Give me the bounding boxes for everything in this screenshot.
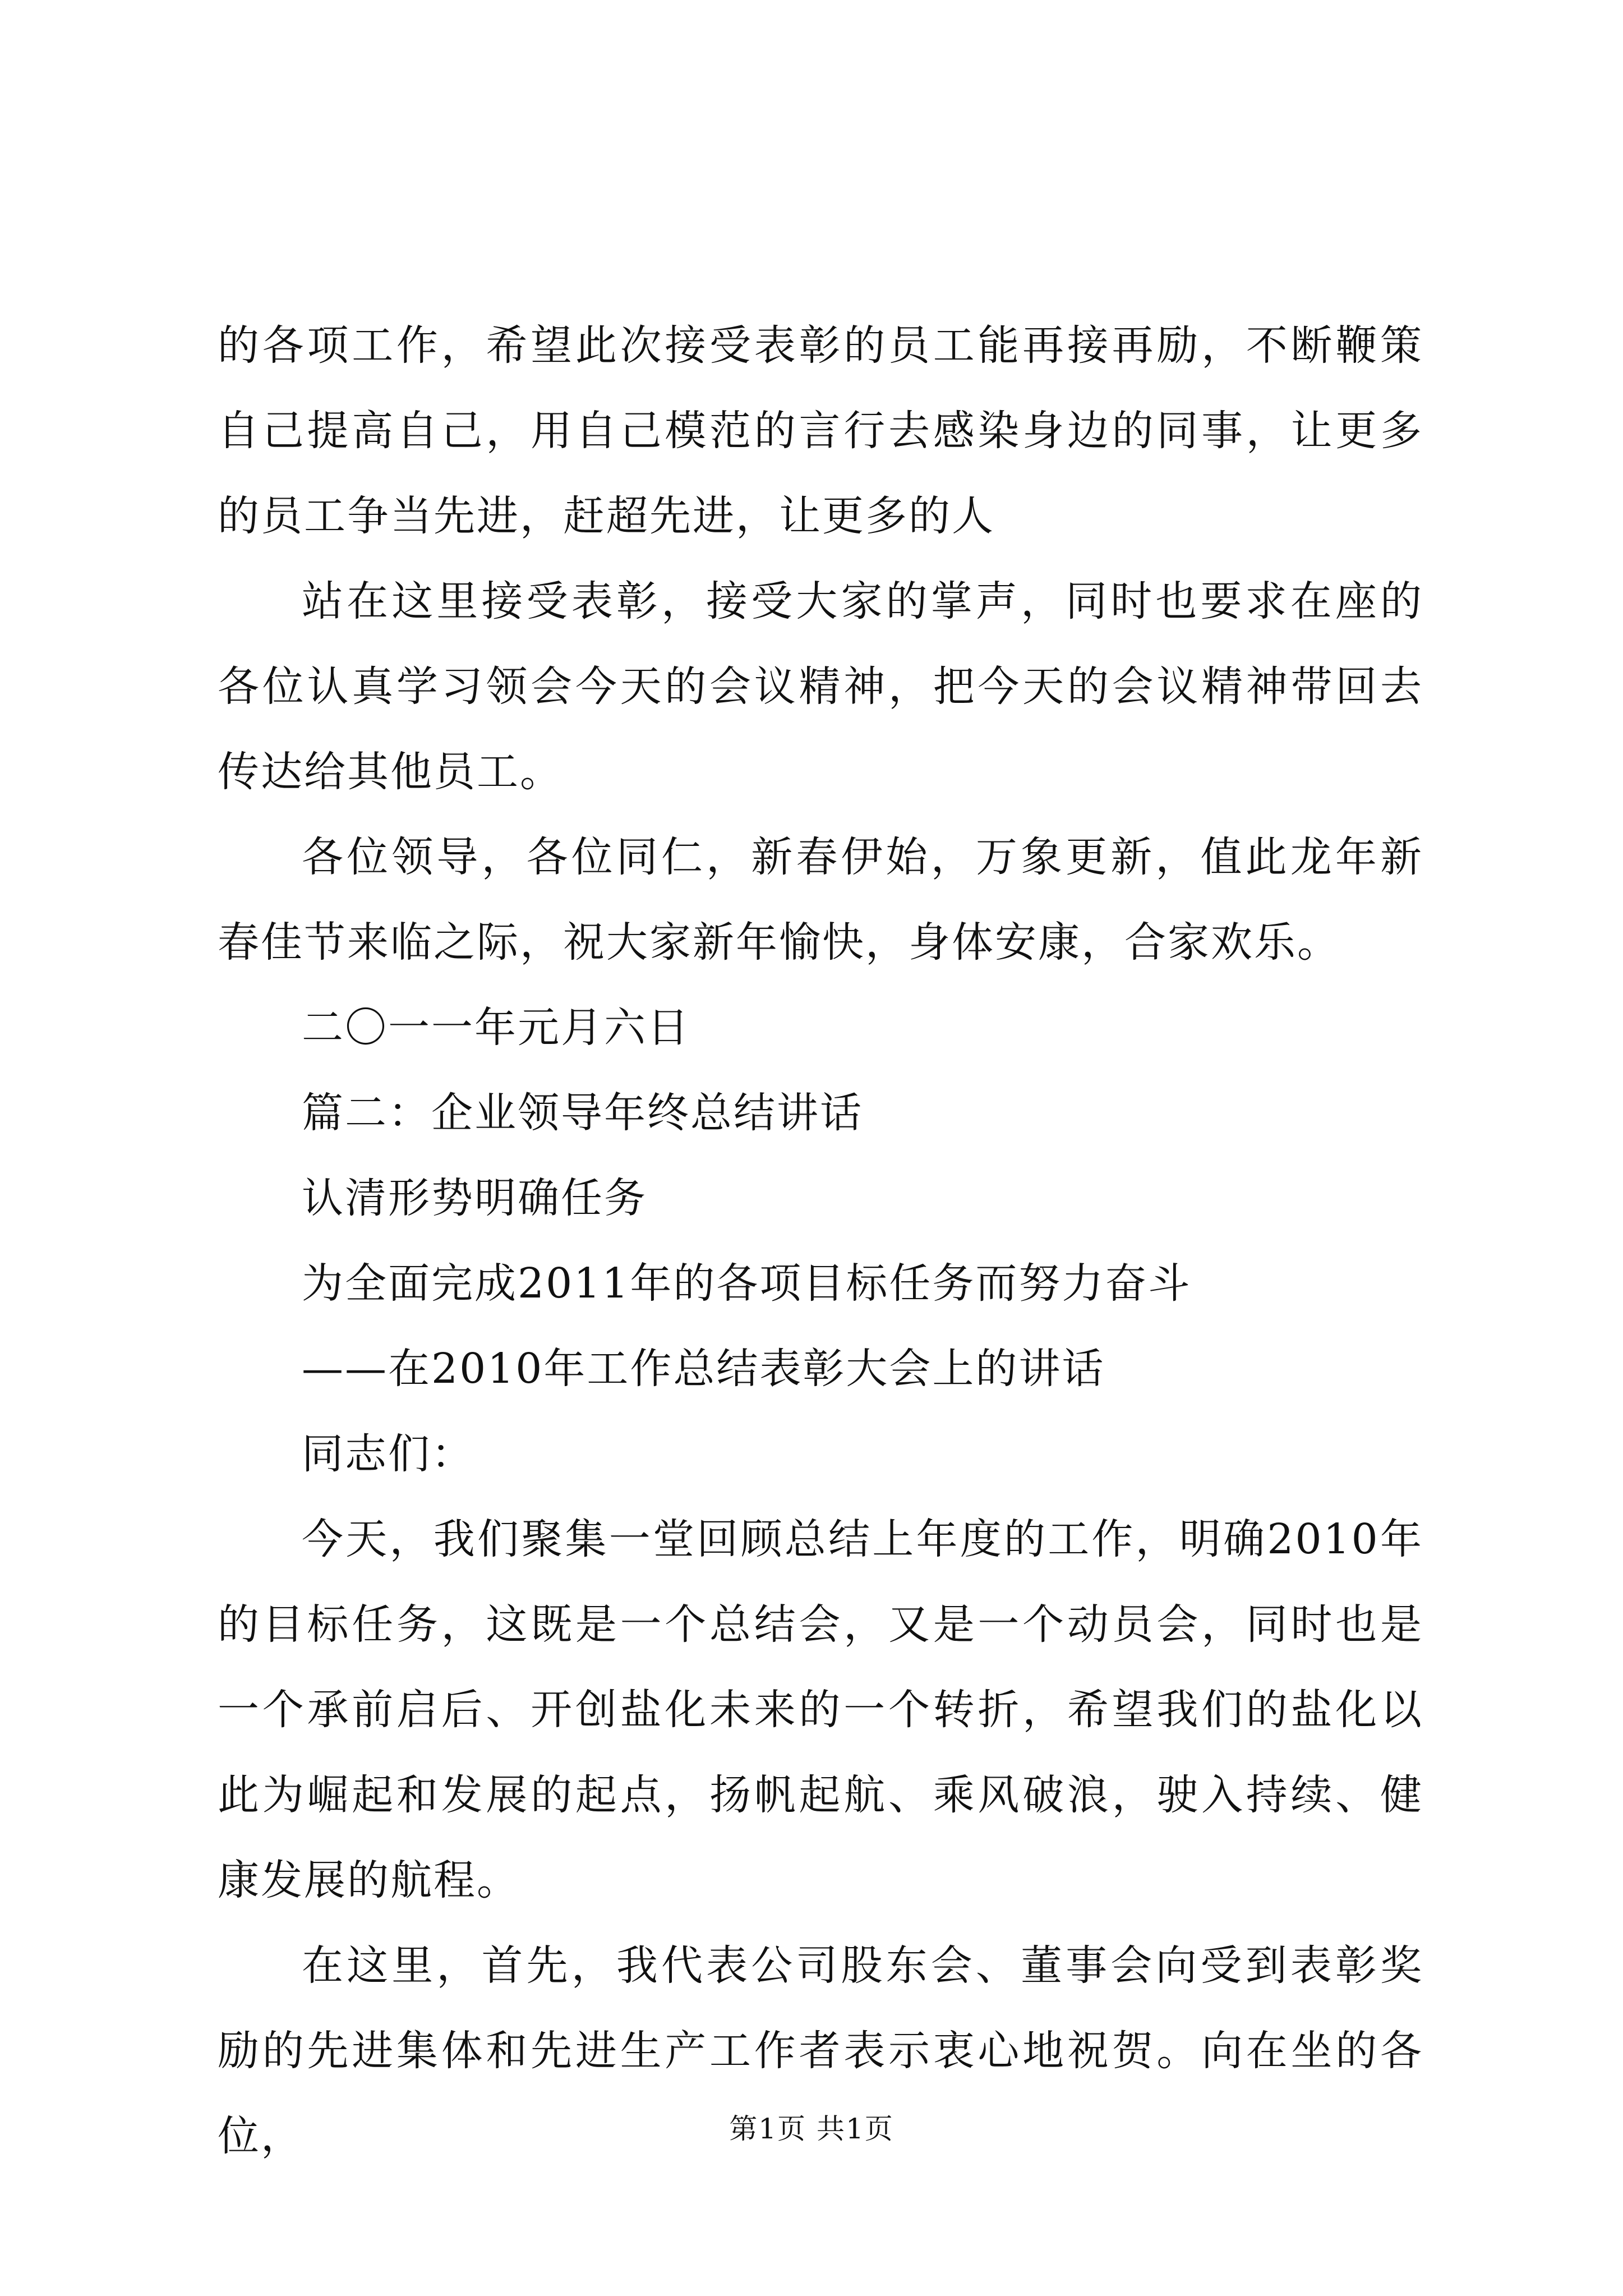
paragraph-continuation: 的各项工作，希望此次接受表彰的员工能再接再励，不断鞭策自己提高自己，用自己模范的言行去感染身边的同事，让更多的员工争当先进，赶超先进，让更多的人 bbox=[218, 321, 1423, 540]
speech-title: 认清形势明确任务 bbox=[302, 1174, 647, 1222]
paragraph-congratulation: 在这里，首先，我代表公司股东会、董事会向受到表彰奖励的先进集体和先进生产工作者表示衷心地祝贺。向在坐的各位， bbox=[218, 1941, 1423, 2160]
salutation: 同志们： bbox=[302, 1430, 474, 1478]
speech-occasion: ——在2010年工作总结表彰大会上的讲话 bbox=[302, 1345, 1105, 1393]
section-heading: 篇二：企业领导年终总结讲话 bbox=[302, 1089, 863, 1137]
document-body bbox=[218, 303, 1423, 2179]
page-footer: 第1页 共1页 bbox=[729, 2113, 894, 2145]
paragraph-award: 站在这里接受表彰，接受大家的掌声，同时也要求在座的各位认真学习领会今天的会议精神，把今天的会议精神带回去传达给其他员工。 bbox=[218, 577, 1423, 796]
speech-subtitle: 为全面完成2011年的各项目标任务而努力奋斗 bbox=[302, 1259, 1192, 1308]
date-line: 二〇一一年元月六日 bbox=[302, 1004, 690, 1052]
paragraph-greeting: 各位领导，各位同仁，新春伊始，万象更新，值此龙年新春佳节来临之际，祝大家新年愉快，身体安康，合家欢乐。 bbox=[218, 833, 1423, 967]
paragraph-opening: 今天，我们聚集一堂回顾总结上年度的工作，明确2010年的目标任务，这既是一个总结会，又是一个动员会，同时也是一个承前启后、开创盐化未来的一个转折，希望我们的盐化以此为崛起和发展的起点，扬帆起航、乘风破浪，驶入持续、健康发展的航程。 bbox=[218, 1515, 1423, 1904]
